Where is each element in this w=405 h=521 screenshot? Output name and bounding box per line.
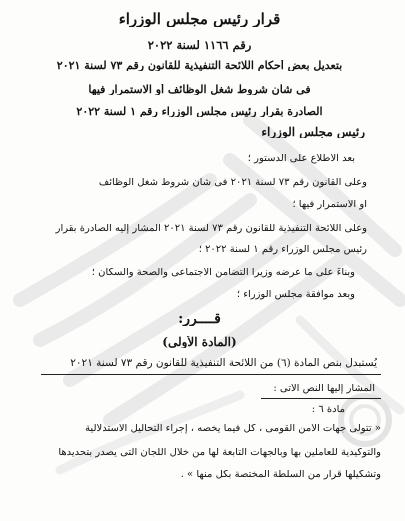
article-body-line: المشار إليها النص الآتى : bbox=[273, 384, 375, 394]
preamble-line: وبعد موافقة مجلس الوزراء ؛ bbox=[236, 290, 355, 300]
decree-subtitle-3: الصادرة بقرار رئيس مجلس الوزراء رقم ١ لسنة ٢٠٢٢ bbox=[76, 106, 323, 117]
preamble-line: وعلى اللائحة التنفيذية للقانون رقم ٧٣ لسنة ٢٠٢١ المشار إليه الصادرة بقرار bbox=[55, 224, 367, 234]
quoted-text-line: والتوكيدية للعاملين بها وبالجهات التابعة لها من خلال اللجان التى يصدر بتحديدها bbox=[58, 448, 381, 458]
decision-heading: قــــرر: bbox=[178, 312, 221, 326]
quoted-text-line: « تتولى جهات الأمن القومى ، كل فيما يخصه ، إجراء التحاليل الاستدلالية bbox=[85, 424, 381, 434]
decree-title: قرار رئيس مجلس الوزراء bbox=[118, 12, 281, 27]
decree-subtitle-2: فى شأن شروط شغل الوظائف أو الاستمرار فيها bbox=[88, 84, 311, 95]
issuer-heading: رئيس مجلس الوزراء bbox=[261, 126, 365, 138]
decree-subtitle-1: بتعديل بعض أحكام اللائحة التنفيذية للقانون رقم ٧٣ لسنة ٢٠٢١ bbox=[56, 60, 343, 71]
preamble-line: وبناءً على ما عرضه وزيرا التضامن الاجتماعى والصحة والسكان ؛ bbox=[91, 268, 355, 278]
preamble-line: رئيس مجلس الوزراء رقم ١ لسنة ٢٠٢٢ ؛ bbox=[198, 245, 367, 255]
article-label: مادة ٦ : bbox=[311, 405, 345, 415]
article-title: (المادة الأولى) bbox=[162, 336, 237, 348]
preamble-line: بعد الاطلاع على الدستور ؛ bbox=[247, 154, 355, 164]
decree-number: رقم ١١٦٦ لسنة ٢٠٢٢ bbox=[147, 40, 252, 52]
underline-rule bbox=[41, 374, 381, 375]
article-body-line: يُستبدل بنص المادة (٦) من اللائحة التنفيذية للقانون رقم ٧٣ لسنة ٢٠٢١ bbox=[70, 358, 377, 369]
preamble-line: أو الاستمرار فيها ؛ bbox=[292, 200, 367, 210]
underline-rule bbox=[261, 398, 381, 399]
preamble-line: وعلى القانون رقم ٧٣ لسنة ٢٠٢١ فى شأن شروط شغل الوظائف bbox=[98, 178, 367, 188]
quoted-text-line: وتشكيلها قرار من السلطة المختصة بكل منها » . bbox=[180, 470, 381, 480]
